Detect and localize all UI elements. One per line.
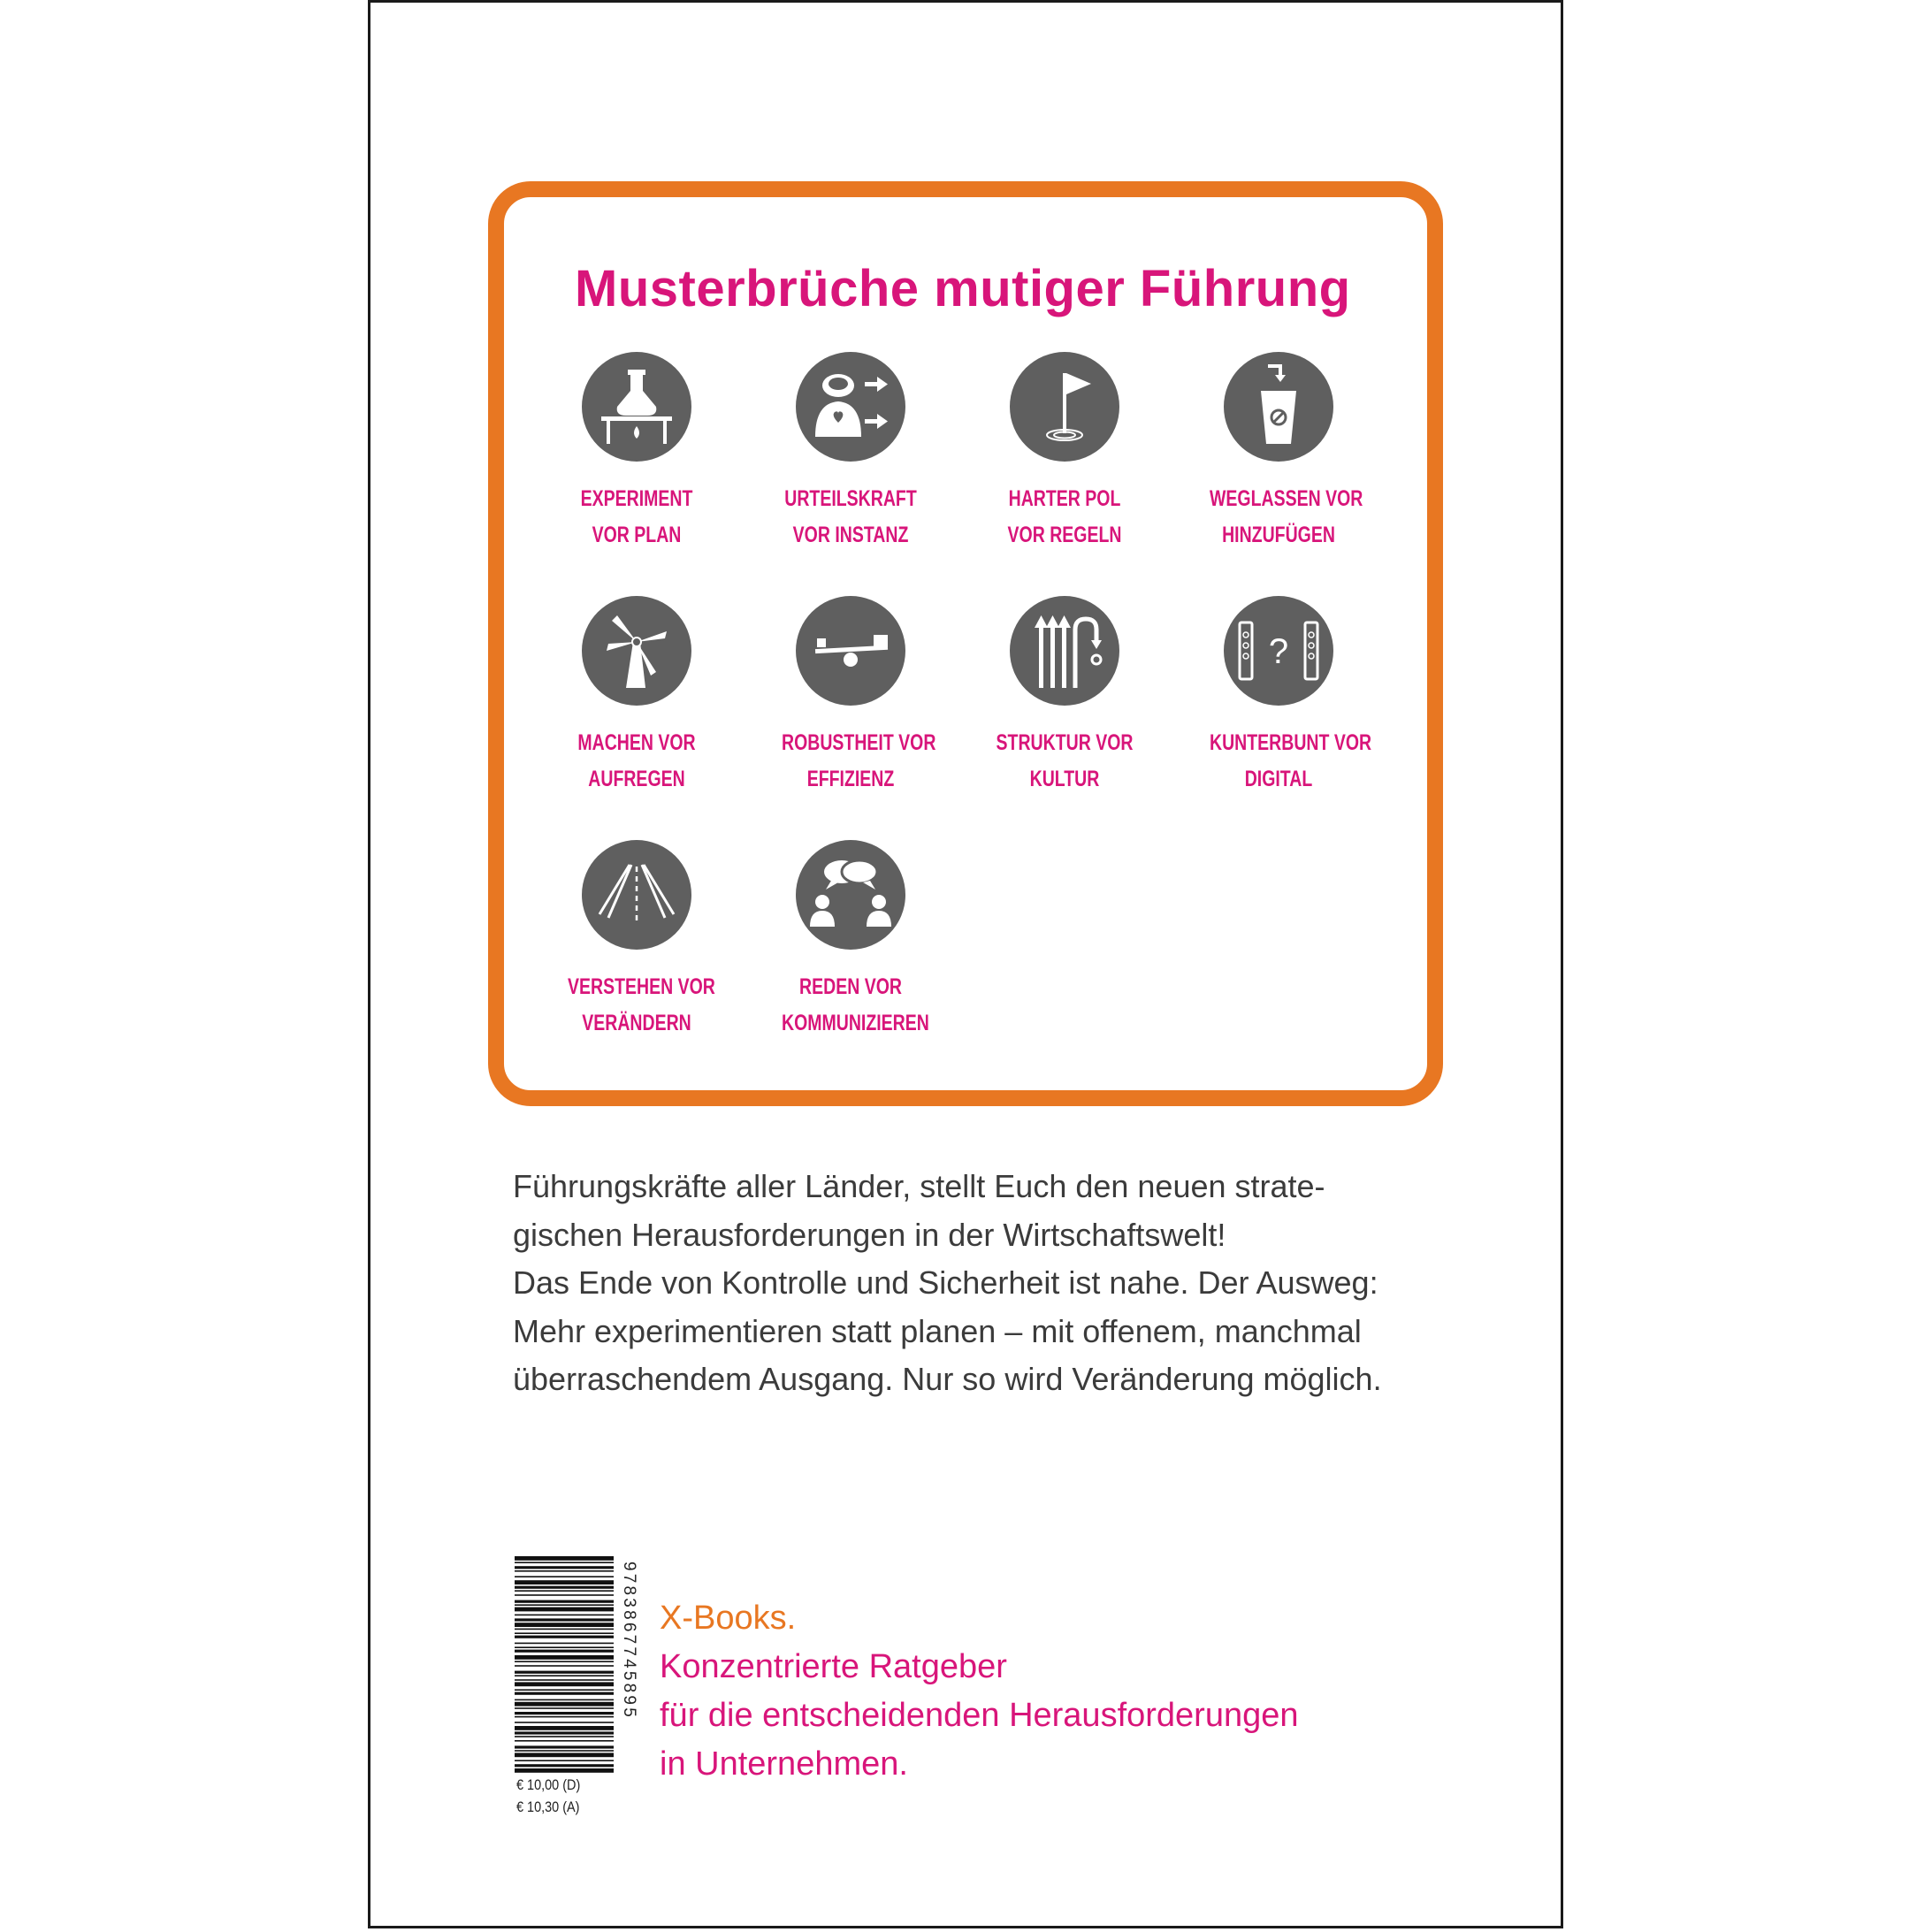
- pattern-label-line2: VOR PLAN: [592, 523, 682, 547]
- pattern-label-line2: VERÄNDERN: [582, 1011, 691, 1035]
- barcode-bar: [515, 1643, 614, 1645]
- pattern-label-line1: ROBUSTHEIT VOR: [782, 730, 936, 755]
- svg-text:?: ?: [1268, 632, 1289, 671]
- barcode-bar: [515, 1707, 614, 1709]
- barcode-bar: [515, 1594, 614, 1596]
- pattern-label-line2: KOMMUNIZIEREN: [782, 1011, 929, 1035]
- publisher-name: X-Books.: [660, 1600, 797, 1637]
- pattern-item: [548, 596, 725, 798]
- barcode-bar: [515, 1671, 614, 1674]
- pattern-item: [762, 840, 939, 1042]
- barcode-bar: [515, 1702, 614, 1707]
- barcode-bar: [515, 1740, 614, 1742]
- remote-controls-icon: [1224, 596, 1333, 706]
- barcode-bar: [515, 1576, 614, 1577]
- barcode-bar: [515, 1623, 614, 1627]
- pattern-label-line1: REDEN VOR: [799, 974, 902, 999]
- barcode-bar: [515, 1682, 614, 1686]
- pattern-item: [762, 352, 939, 554]
- pattern-label-line2: KULTUR: [1029, 767, 1100, 791]
- blurb-text: [513, 1163, 1406, 1404]
- seesaw-icon: [796, 596, 905, 706]
- pattern-item: [976, 352, 1153, 554]
- pattern-item: [548, 840, 725, 1042]
- barcode-bar: [515, 1689, 614, 1691]
- barcode-bar: [515, 1712, 614, 1714]
- pattern-item: [1190, 352, 1367, 554]
- golf-flag-icon: [1010, 352, 1119, 462]
- price-de: € 10,00 (D): [516, 1776, 581, 1793]
- barcode-bar: [515, 1692, 614, 1695]
- barcode-bar: [515, 1665, 614, 1667]
- barcode-bar: [515, 1753, 614, 1757]
- blurb-line: Führungskräfte aller Länder, stellt Euch den neuen strate-: [513, 1168, 1325, 1204]
- barcode-bar: [515, 1580, 614, 1585]
- blurb-line: gischen Herausforderungen in der Wirtschaftswelt!: [513, 1216, 1226, 1253]
- pattern-label-line1: URTEILSKRAFT: [784, 486, 917, 511]
- windmill-icon: [582, 596, 691, 706]
- barcode-bar: [515, 1679, 614, 1681]
- barcode-bar: [515, 1675, 614, 1676]
- barcode-bar: [515, 1760, 614, 1761]
- price-block: [516, 1774, 580, 1818]
- barcode-bar: [515, 1768, 614, 1773]
- barcode-bar: [515, 1636, 614, 1638]
- isbn-number: [610, 1558, 638, 1788]
- patterns-box: [488, 181, 1443, 1106]
- barcode-bar: [515, 1716, 614, 1718]
- publisher-line: in Unternehmen.: [660, 1745, 908, 1783]
- barcode-bar: [515, 1607, 614, 1612]
- blurb-line: Mehr experimentieren statt planen – mit offenem, manchmal: [513, 1312, 1362, 1349]
- pattern-item: [1190, 596, 1372, 798]
- barcode-bar: [515, 1566, 614, 1569]
- pattern-label-line1: KUNTERBUNT VOR: [1210, 730, 1372, 755]
- barcode-bar: [515, 1764, 614, 1767]
- barcode-bar: [515, 1615, 614, 1616]
- publisher-line: für die entscheidenden Herausforderungen: [660, 1697, 1299, 1734]
- pattern-item: [976, 596, 1153, 798]
- barcode-bar: [515, 1629, 614, 1630]
- judgement-person-icon: [796, 352, 905, 462]
- barcode-bar: [515, 1736, 614, 1737]
- barcode-bar: [515, 1604, 614, 1606]
- publisher-block: [660, 1594, 1299, 1789]
- pattern-label-line2: DIGITAL: [1244, 767, 1313, 791]
- barcode-bar: [515, 1726, 614, 1730]
- barcode-bar: [515, 1632, 614, 1634]
- box-title: Musterbrüche mutiger Führung: [575, 260, 1351, 317]
- barcode-bar: [515, 1745, 614, 1748]
- arrows-icon: [1010, 596, 1119, 706]
- barcode-bar: [515, 1750, 614, 1752]
- barcode-bar: [515, 1562, 614, 1563]
- barcode: [515, 1556, 614, 1773]
- barcode-bar: [515, 1570, 614, 1572]
- barcode-bar: [515, 1586, 614, 1589]
- barcode-bar: [515, 1646, 614, 1648]
- barcode-bar: [515, 1655, 614, 1660]
- barcode-bars: [515, 1556, 614, 1768]
- pattern-label-line1: EXPERIMENT: [580, 486, 693, 511]
- barcode-bar: [515, 1556, 614, 1561]
- pattern-label-line2: VOR REGELN: [1007, 523, 1122, 547]
- pattern-label-line2: HINZUFÜGEN: [1222, 523, 1335, 547]
- pattern-label-line1: VERSTEHEN VOR: [568, 974, 715, 999]
- blurb-line: Das Ende von Kontrolle und Sicherheit ist nahe. Der Ausweg:: [513, 1264, 1378, 1301]
- cup-icon: [1224, 352, 1333, 462]
- barcode-bar: [515, 1650, 614, 1653]
- pattern-label-line1: STRUKTUR VOR: [996, 730, 1134, 755]
- pattern-item: [762, 596, 939, 798]
- barcode-bar: [515, 1600, 614, 1603]
- barcode-bar: [515, 1699, 614, 1701]
- road-icon: [582, 840, 691, 950]
- pattern-label-line2: EFFIZIENZ: [806, 767, 895, 791]
- lab-flask-icon: [582, 352, 691, 462]
- publisher-line: Konzentrierte Ratgeber: [660, 1648, 1007, 1685]
- pattern-label-line2: VOR INSTANZ: [792, 523, 909, 547]
- barcode-bar: [515, 1722, 614, 1723]
- pattern-item: [548, 352, 725, 554]
- barcode-bar: [515, 1731, 614, 1734]
- price-at: € 10,30 (A): [516, 1798, 580, 1815]
- isbn-digits: 9783867745895: [620, 1562, 638, 1720]
- barcode-bar: [515, 1618, 614, 1621]
- barcode-bar: [515, 1590, 614, 1592]
- pattern-label-line1: WEGLASSEN VOR: [1210, 486, 1363, 511]
- pattern-label-line1: HARTER POL: [1008, 486, 1121, 511]
- blurb-line: überraschendem Ausgang. Nur so wird Veränderung möglich.: [513, 1361, 1382, 1397]
- pattern-label-line2: AUFREGEN: [588, 767, 685, 791]
- pattern-label-line1: MACHEN VOR: [577, 730, 696, 755]
- conversation-icon: [796, 840, 905, 950]
- barcode-bar: [515, 1661, 614, 1662]
